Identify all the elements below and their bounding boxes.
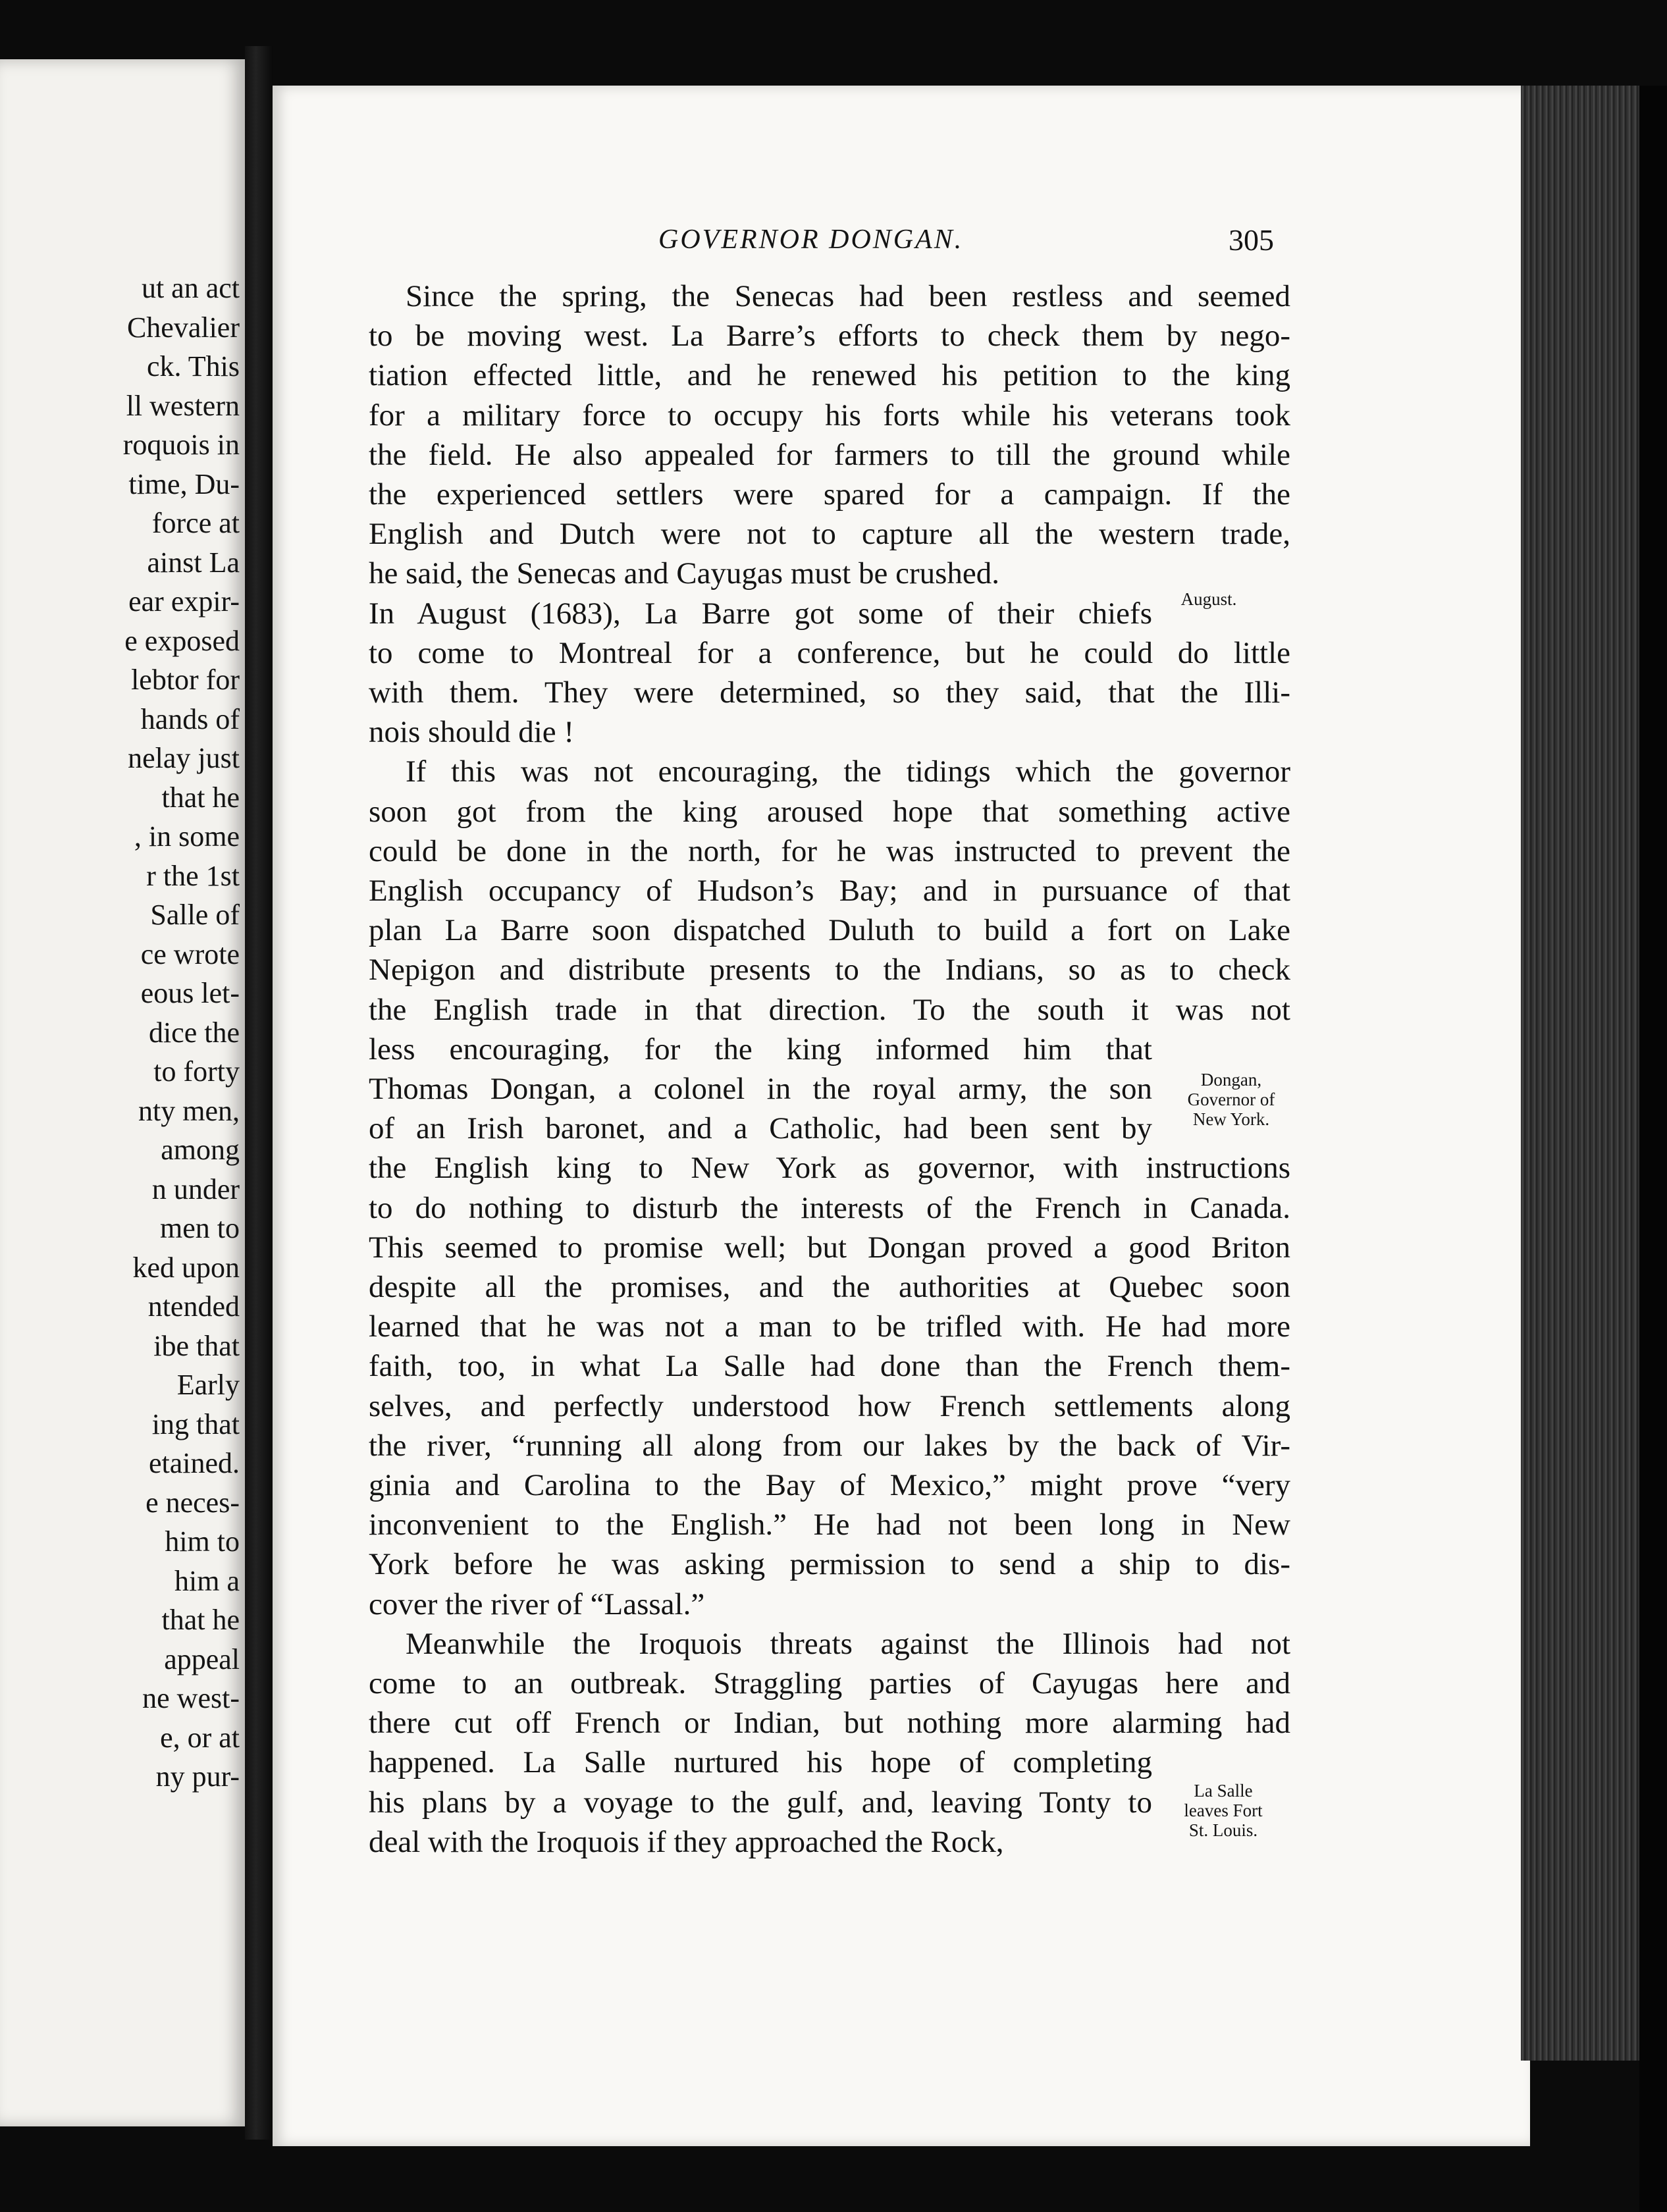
left-page-line: etained. bbox=[148, 1447, 240, 1479]
left-page-line: , in some bbox=[134, 820, 240, 853]
left-page-line: Salle of bbox=[150, 899, 240, 931]
left-page-line: among bbox=[161, 1134, 240, 1166]
left-page-line: r the 1st bbox=[146, 859, 240, 892]
text-line: Nepigon and distribute presents to the Indians, so as to check bbox=[369, 953, 1290, 988]
text-line: If this was not encouraging, the tidings which the governor bbox=[406, 754, 1290, 789]
left-page-line: n under bbox=[151, 1172, 240, 1205]
text-line: ginia and Carolina to the Bay of Mexico,” might prove “very bbox=[369, 1468, 1290, 1502]
text-line: less encouraging, for the king informed him that bbox=[369, 1032, 1152, 1066]
text-line: Thomas Dongan, a colonel in the royal army, the son bbox=[369, 1072, 1152, 1106]
left-page-line: men to bbox=[160, 1212, 240, 1244]
left-page-line: him a bbox=[174, 1564, 240, 1597]
left-page-line: lebtor for bbox=[131, 664, 240, 696]
text-line: could be done in the north, for he was instructed to prevent the bbox=[369, 833, 1290, 868]
left-page-line: ainst La bbox=[147, 546, 240, 579]
left-facing-page bbox=[0, 59, 245, 2126]
page-edges bbox=[1521, 86, 1639, 2061]
left-page-line: e exposed bbox=[124, 624, 240, 657]
left-page-line: to forty bbox=[153, 1055, 240, 1088]
running-header: GOVERNOR DONGAN. bbox=[658, 224, 964, 255]
left-page-line: that he bbox=[161, 781, 240, 814]
sidenote-line: St. Louis. bbox=[1188, 1820, 1258, 1840]
text-line: to be moving west. La Barre’s efforts to check them by nego- bbox=[369, 319, 1290, 354]
text-line: with them. They were determined, so they said, that the Illi- bbox=[369, 675, 1290, 710]
text-line: there cut off French or Indian, but nothing more alarming had bbox=[369, 1706, 1290, 1741]
book-gutter bbox=[245, 46, 273, 2140]
text-line: deal with the Iroquois if they approached the Rock, bbox=[369, 1824, 1004, 1859]
sidenote-line: leaves Fort bbox=[1184, 1801, 1263, 1820]
text-line: faith, too, in what La Salle had done than the French them- bbox=[369, 1349, 1290, 1384]
left-page-line: nty men, bbox=[138, 1094, 240, 1127]
text-line: plan La Barre soon dispatched Duluth to build a fort on Lake bbox=[369, 913, 1290, 948]
text-line: he said, the Senecas and Cayugas must be crushed. bbox=[369, 556, 1000, 591]
left-page-line: ear expir- bbox=[128, 585, 240, 618]
left-page-line: time, Du- bbox=[128, 467, 240, 500]
left-page-line: ibe that bbox=[153, 1329, 240, 1362]
text-line: English and Dutch were not to capture all the western trade, bbox=[369, 517, 1290, 552]
text-line: In August (1683), La Barre got some of their chiefs bbox=[369, 596, 1152, 631]
text-line: come to an outbreak. Straggling parties of Cayugas here and bbox=[369, 1666, 1290, 1700]
sidenote-line: La Salle bbox=[1194, 1781, 1253, 1801]
sidenote-line: Governor of bbox=[1187, 1090, 1275, 1109]
text-line: for a military force to occupy his forts while his veterans took bbox=[369, 398, 1290, 433]
page-number: 305 bbox=[1229, 223, 1274, 257]
left-page-line: roquois in bbox=[122, 429, 240, 461]
text-line: cover the river of “Lassal.” bbox=[369, 1587, 705, 1621]
left-page-line: ne west- bbox=[142, 1682, 240, 1714]
left-page-line: e neces- bbox=[146, 1486, 240, 1519]
left-page-line: ntended bbox=[147, 1290, 240, 1323]
left-page-line: Chevalier bbox=[126, 311, 240, 344]
edge-shadow bbox=[1639, 86, 1667, 2212]
text-line: English occupancy of Hudson’s Bay; and in pursuance of that bbox=[369, 874, 1290, 908]
text-line: Meanwhile the Iroquois threats against the Illinois had not bbox=[406, 1626, 1290, 1661]
left-page-line: ck. This bbox=[147, 350, 240, 382]
sidenote-line: New York. bbox=[1192, 1109, 1270, 1129]
text-line: his plans by a voyage to the gulf, and, leaving Tonty to bbox=[369, 1785, 1152, 1820]
text-line: York before he was asking permission to send a ship to dis- bbox=[369, 1547, 1290, 1582]
text-line: Since the spring, the Senecas had been restless and seemed bbox=[406, 279, 1290, 313]
text-line: the experienced settlers were spared for a campaign. If the bbox=[369, 477, 1290, 512]
left-page-line: appeal bbox=[164, 1643, 240, 1675]
text-line: despite all the promises, and the authorities at Quebec soon bbox=[369, 1270, 1290, 1304]
left-page-line: that he bbox=[161, 1604, 240, 1636]
left-page-line: ce wrote bbox=[140, 937, 240, 970]
left-page-line: eous let- bbox=[140, 977, 240, 1009]
text-line: to do nothing to disturb the interests of the French in Canada. bbox=[369, 1190, 1290, 1225]
text-line: inconvenient to the English.” He had not been long in New bbox=[369, 1508, 1290, 1542]
sidenote-august bbox=[1169, 589, 1248, 609]
text-line: the field. He also appealed for farmers to till the ground while bbox=[369, 437, 1290, 472]
text-line: This seemed to promise well; but Dongan proved a good Briton bbox=[369, 1230, 1290, 1265]
left-page-line: ut an act bbox=[141, 272, 240, 304]
text-line: the river, “running all along from our lakes by the back of Vir- bbox=[369, 1428, 1290, 1463]
left-page-line: nelay just bbox=[128, 742, 240, 774]
left-page-line: force at bbox=[151, 507, 240, 539]
sidenote-dongan bbox=[1165, 1070, 1297, 1129]
text-line: selves, and perfectly understood how French settlements along bbox=[369, 1388, 1290, 1423]
text-line: soon got from the king aroused hope that something active bbox=[369, 794, 1290, 829]
left-page-line: him to bbox=[165, 1525, 240, 1558]
text-line: tiation effected little, and he renewed his petition to the king bbox=[369, 358, 1290, 393]
left-page-line: ny pur- bbox=[155, 1760, 240, 1793]
sidenote-line: Dongan, bbox=[1200, 1070, 1262, 1090]
text-line: happened. La Salle nurtured his hope of completing bbox=[369, 1745, 1152, 1780]
left-page-line: ing that bbox=[151, 1408, 240, 1440]
left-page-line: Early bbox=[176, 1369, 240, 1401]
text-line: of an Irish baronet, and a Catholic, had been sent by bbox=[369, 1111, 1152, 1146]
text-line: to come to Montreal for a conference, but he could do little bbox=[369, 635, 1290, 670]
sidenote-la-salle bbox=[1164, 1781, 1283, 1840]
text-line: the English trade in that direction. To the south it was not bbox=[369, 992, 1290, 1027]
left-page-line: hands of bbox=[140, 702, 240, 735]
text-line: nois should die ! bbox=[369, 715, 575, 750]
left-page-line: ked upon bbox=[132, 1251, 240, 1284]
sidenote-august-text: August. bbox=[1180, 589, 1237, 609]
left-page-line: dice the bbox=[148, 1016, 240, 1049]
text-line: the English king to New York as governor, with instructions bbox=[369, 1151, 1290, 1186]
left-page-line: ll western bbox=[126, 389, 240, 422]
left-page-line: e, or at bbox=[160, 1721, 240, 1754]
text-line: learned that he was not a man to be trifled with. He had more bbox=[369, 1309, 1290, 1344]
